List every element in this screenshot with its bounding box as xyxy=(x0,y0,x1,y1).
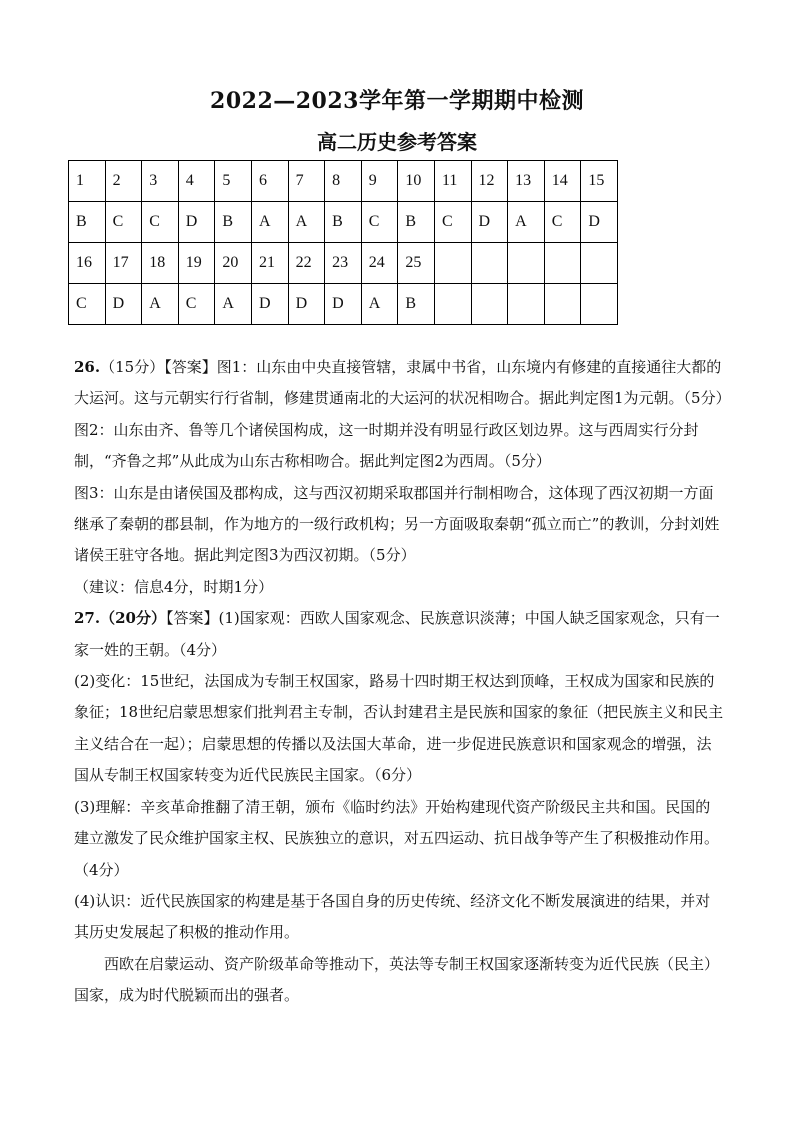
answer-table-cell: C xyxy=(178,284,215,325)
answer-table-cell: 22 xyxy=(288,243,325,284)
answer-table-cell: 15 xyxy=(581,161,618,202)
answer-table-cell: A xyxy=(361,284,398,325)
q26-number: 26. xyxy=(74,358,101,376)
answer-table-cell: 19 xyxy=(178,243,215,284)
answer-table-cell: D xyxy=(288,284,325,325)
answer-table-cell: 12 xyxy=(471,161,508,202)
answer-table-cell: 24 xyxy=(361,243,398,284)
answer-table-cell: 2 xyxy=(105,161,142,202)
q26-tag: 【答案】 xyxy=(164,358,217,376)
answer-table-cell: C xyxy=(105,202,142,243)
answer-table-cell: 20 xyxy=(215,243,252,284)
q27-answer-p4: (4)认识：近代民族国家的构建是基于各国自身的历史传统、经济文化不断发展演进的结果，并对其历史发展起了积极的推动作用。 xyxy=(74,891,711,942)
answer-content xyxy=(74,352,731,1012)
q27-tag: 【答案】 xyxy=(165,609,219,628)
answer-table-cell xyxy=(471,284,508,325)
q27-answer-p5: 西欧在启蒙运动、资产阶级革命等推动下，英法等专制王权国家逐渐转变为近代民族（民主）国家，成为时代脱颖而出的强者。 xyxy=(74,954,720,1005)
answer-table-cell xyxy=(508,284,545,325)
document-title: 2022—2023学年第一学期期中检测 xyxy=(210,88,584,114)
answer-table-row xyxy=(69,243,618,284)
answer-table-cell: A xyxy=(288,202,325,243)
answer-table-cell: B xyxy=(215,202,252,243)
answer-table-cell xyxy=(508,243,545,284)
answer-table-cell: C xyxy=(142,202,179,243)
answer-table-row xyxy=(69,161,618,202)
answer-table-cell: 13 xyxy=(508,161,545,202)
answer-table-cell: A xyxy=(251,202,288,243)
answer-table xyxy=(68,160,618,325)
answer-table-cell: C xyxy=(434,202,471,243)
document-subtitle: 高二历史参考答案 xyxy=(317,130,477,154)
answer-table-cell: D xyxy=(251,284,288,325)
answer-table-cell: 4 xyxy=(178,161,215,202)
q26-scoring-note: （建议：信息4分，时期1分） xyxy=(74,577,274,596)
answer-table-cell: C xyxy=(361,202,398,243)
answer-table-cell: 23 xyxy=(325,243,362,284)
answer-table-cell xyxy=(434,243,471,284)
answer-table-cell: B xyxy=(398,202,435,243)
answer-table-row xyxy=(69,202,618,243)
answer-table-cell: 21 xyxy=(251,243,288,284)
answer-table-cell xyxy=(581,284,618,325)
answer-table-cell xyxy=(434,284,471,325)
answer-table-cell: 11 xyxy=(434,161,471,202)
answer-table-cell: 14 xyxy=(544,161,581,202)
answer-table-cell: D xyxy=(581,202,618,243)
q26-answer-p2: 图2：山东由齐、鲁等几个诸侯国构成，这一时期并没有明显行政区划边界。这与西周实行分封制，“齐鲁之邦”从此成为山东古称相吻合。据此判定图2为西周。（5分） xyxy=(74,420,699,471)
answer-table-cell: C xyxy=(69,284,106,325)
q27-number: 27. xyxy=(74,609,101,628)
answer-table-cell xyxy=(581,243,618,284)
q26-text-1: 图1：山东由中央直接管辖，隶属中书省，山东境内有修建的直接通往大都的大运河。这与元朝实行行省制，修建贯通南北的大运河的状况相吻合。据此判定图1为元朝。（5分） xyxy=(74,358,731,408)
answer-table-cell: 16 xyxy=(69,243,106,284)
answer-table-row xyxy=(69,284,618,325)
answer-table-cell: 5 xyxy=(215,161,252,202)
answer-table-cell: D xyxy=(325,284,362,325)
q27-answer-p2: (2)变化：15世纪，法国成为专制王权国家，路易十四时期王权达到顶峰，王权成为国家和民族的象征；18世纪启蒙思想家们批判君主专制，否认封建君主是民族和国家的象征（把民族主义和民主主义结合在一起）；启蒙思想的传播以及法国大革命，进一步促进民族意识和国家观念的增强，法国从专制王权国家转变为近代民族民主国家。（6分） xyxy=(74,672,724,785)
answer-table-cell: 9 xyxy=(361,161,398,202)
q27-text-1: (1)国家观：西欧人国家观念、民族意识淡薄；中国人缺乏国家观念，只有一家一姓的王朝。（4分） xyxy=(74,609,720,659)
answer-table-cell: 10 xyxy=(398,161,435,202)
answer-table-cell: 6 xyxy=(251,161,288,202)
answer-table-cell: A xyxy=(142,284,179,325)
q26-answer-p3: 图3：山东是由诸侯国及郡构成，这与西汉初期采取郡国并行制相吻合，这体现了西汉初期一方面继承了秦朝的郡县制，作为地方的一级行政机构；另一方面吸取秦朝“孤立而亡”的教训，分封刘姓诸侯王驻守各地。据此判定图3为西汉初期。（5分） xyxy=(74,483,720,565)
answer-table-cell: B xyxy=(398,284,435,325)
answer-table-cell: D xyxy=(105,284,142,325)
answer-table-cell: 17 xyxy=(105,243,142,284)
q27-answer-p1 xyxy=(74,603,724,666)
answer-table-cell: 8 xyxy=(325,161,362,202)
answer-table-cell: D xyxy=(471,202,508,243)
answer-table-cell: B xyxy=(69,202,106,243)
answer-table-cell: 1 xyxy=(69,161,106,202)
q27-answer-p3: (3)理解：辛亥革命推翻了清王朝，颁布《临时约法》开始构建现代资产阶级民主共和国。民国的建立激发了民众维护国家主权、民族独立的意识，对五四运动、抗日战争等产生了积极推动作用。（4分） xyxy=(74,797,720,879)
answer-table-cell: 25 xyxy=(398,243,435,284)
answer-table-cell: 7 xyxy=(288,161,325,202)
answer-table-cell: D xyxy=(178,202,215,243)
answer-table-cell: B xyxy=(325,202,362,243)
answer-table-cell: 3 xyxy=(142,161,179,202)
q27-score: （20分） xyxy=(100,609,166,628)
answer-table-cell: A xyxy=(215,284,252,325)
q26-answer-p1 xyxy=(74,352,731,415)
answer-table-cell xyxy=(544,284,581,325)
answer-table-cell xyxy=(544,243,581,284)
q26-score: （15分） xyxy=(100,358,165,376)
answer-table-cell: C xyxy=(544,202,581,243)
answer-table-cell: A xyxy=(508,202,545,243)
answer-table-cell xyxy=(471,243,508,284)
answer-table-cell: 18 xyxy=(142,243,179,284)
